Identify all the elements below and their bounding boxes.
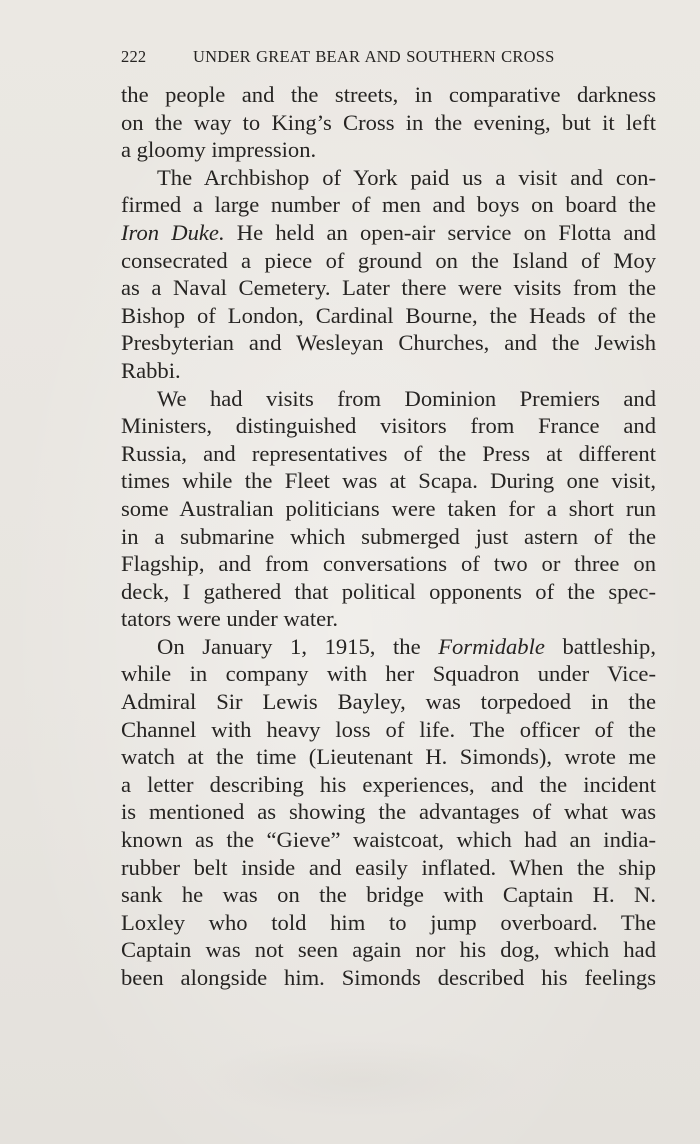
ship-name-italic: Formidable xyxy=(438,633,545,659)
ship-name-italic: Iron Duke. xyxy=(121,219,225,245)
text-line: Presbyterian and Wesleyan Churches, and the Jewish xyxy=(121,330,656,356)
text-line: as a Naval Cemetery. Later there were visits from the xyxy=(121,275,656,301)
text-line: on the way to King’s Cross in the evening, but it left xyxy=(121,109,656,135)
text-line: Bishop of London, Cardinal Bourne, the Heads of the xyxy=(121,302,656,328)
running-head xyxy=(121,47,587,69)
text-line: Admiral Sir Lewis Bayley, was torpedoed in the xyxy=(121,689,656,715)
text-line: We had visits from Dominion Premiers and xyxy=(157,385,656,411)
text-line: been alongside him. Simonds described his feelings xyxy=(121,965,656,990)
text-line: Loxley who told him to jump overboard. The xyxy=(121,909,656,935)
text-line: known as the “Gieve” waistcoat, which had an india- xyxy=(121,827,656,853)
text-line: watch at the time (Lieutenant H. Simonds), wrote me xyxy=(121,744,656,770)
text-line: Captain was not seen again nor his dog, which had xyxy=(121,937,656,963)
text-line: Channel with heavy loss of life. The officer of the xyxy=(121,716,656,742)
paper-smudge xyxy=(200,1040,520,1120)
text-line: sank he was on the bridge with Captain H. N. xyxy=(121,882,656,908)
text-line: On January 1, 1915, the Formidable battleship, xyxy=(157,633,656,659)
text-line: a gloomy impression. xyxy=(121,137,317,163)
body-text xyxy=(121,81,656,992)
text-line: Flagship, and from conversations of two or three on xyxy=(121,551,656,577)
text-line: times while the Fleet was at Scapa. During one visit, xyxy=(121,468,656,494)
text-line: Russia, and representatives of the Press at different xyxy=(121,440,656,466)
text-line: some Australian politicians were taken for a short run xyxy=(121,495,656,521)
text-line: in a submarine which submerged just astern of the xyxy=(121,523,656,549)
running-title: UNDER GREAT BEAR AND SOUTHERN CROSS xyxy=(193,47,555,66)
text-line: tators were under water. xyxy=(121,606,339,632)
text-line: the people and the streets, in comparative darkness xyxy=(121,82,656,107)
text-line: Ministers, distinguished visitors from France and xyxy=(121,413,656,439)
page-number: 222 xyxy=(121,47,147,66)
text-line: The Archbishop of York paid us a visit and con- xyxy=(157,164,656,190)
text-line: consecrated a piece of ground on the Island of Moy xyxy=(121,247,656,273)
text-line: is mentioned as showing the advantages of what was xyxy=(121,799,656,825)
text-line: while in company with her Squadron under Vice- xyxy=(121,661,656,687)
text-line: Iron Duke. He held an open-air service on Flotta and xyxy=(121,219,656,245)
text-line: deck, I gathered that political opponents of the spec- xyxy=(121,578,656,604)
text-line: firmed a large number of men and boys on board the xyxy=(121,192,656,218)
text-line: rubber belt inside and easily inflated. When the ship xyxy=(121,854,656,880)
text-line: a letter describing his experiences, and the incident xyxy=(121,771,656,797)
text-line: Rabbi. xyxy=(121,357,181,383)
